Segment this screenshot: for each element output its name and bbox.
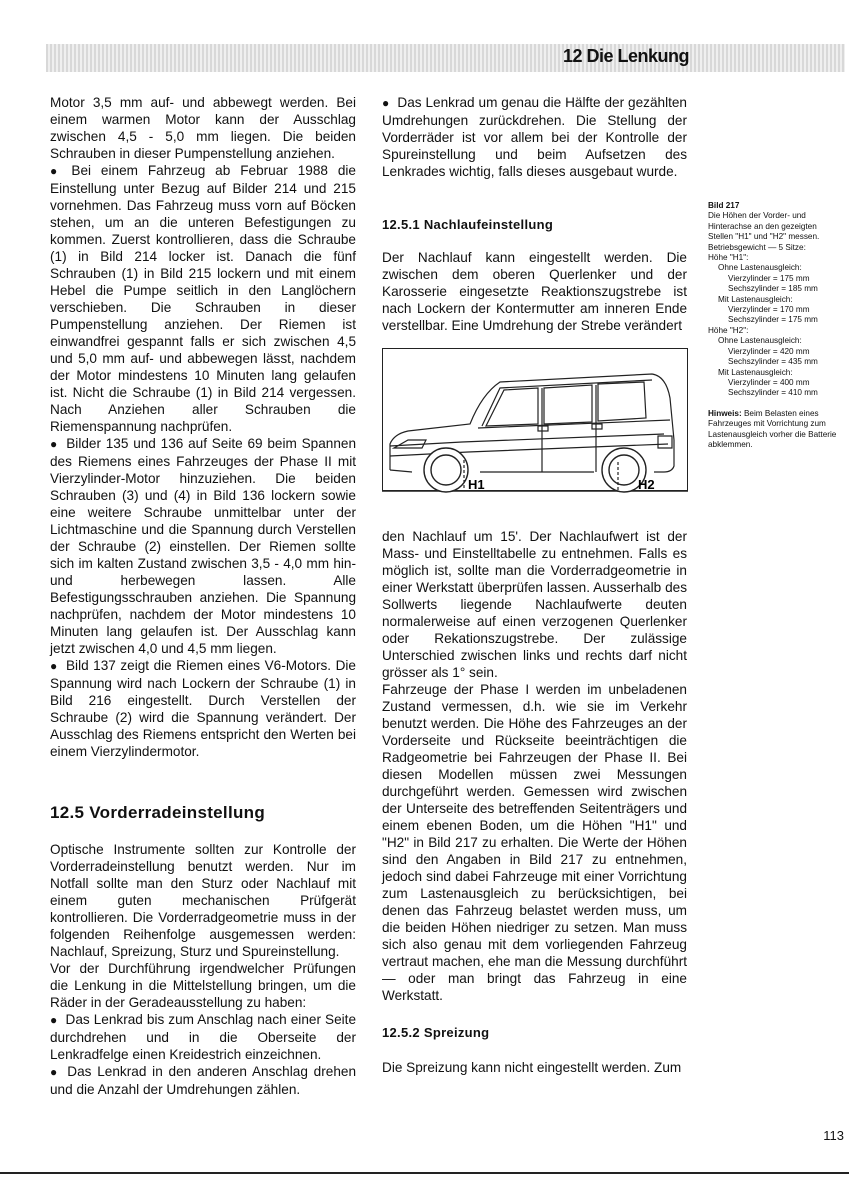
caption-intro: Die Höhen der Vorder- und Hinterachse an den gezeigten Stellen "H1" und "H2" messen. [708,211,820,242]
paragraph: Vor der Durchführung irgendwelcher Prüfungen die Lenkung in die Mittelstellung bringen, um die Räder in der Geradeausstellung zu haben: [50,961,356,1010]
h2-label: H2 [638,477,655,492]
caption-line: Sechszylinder = 175 mm [728,315,818,325]
caption-h1-head: Höhe "H1": [708,253,749,263]
front-hub-icon [431,455,461,485]
paragraph: Optische Instrumente sollten zur Kontrolle der Vorderradeinstellung benutzt werden. Nur im Notfall sollte man den Sturz oder Nachlauf mit einem guten mechanischen Prüfgerät kontrollieren. Die Vorderradgeometrie muss in der folgenden Reihenfolge ausgemessen werden: Nachlauf, Spreizung, Sturz und Spureinstellung. [50,842,356,959]
caption-line: Vierzylinder = 400 mm [728,377,810,387]
page-number: 113 [823,1128,844,1143]
subsection-heading: 12.5.2 Spreizung [382,1025,490,1040]
caption-line: Mit Lastenausgleich: [718,294,793,304]
rear-hub-icon [609,455,639,485]
caption-seats: Betriebsgewicht — 5 Sitze: [708,242,806,252]
caption-hint: Hinweis: Beim Belasten eines Fahrzeuges mit Vorrichtung zum Lastenausgleich vorher die Batterie abklemmen. [708,408,837,449]
caption-line: Vierzylinder = 420 mm [728,346,810,356]
bullet-paragraph: ● Bilder 135 und 136 auf Seite 69 beim Spannen des Riemens eines Fahrzeuges der Phase II mit Vierzylinder-Motor hinzuziehen. Die beiden Schrauben (3) und (4) in Bild 136 lockern sowie eine weitere Schraube unmittelbar unter der Lichtmaschine und die Spannung durch Verstellen der Schraube (2) einstellen. Der Riemen sollte sich im kalten Zustand zwischen 3,5 - 4,0 mm hin- und herbewegen lassen. Alle Befestigungsschrauben anziehen. Die Spannung nachprüfen, nachdem der Motor mindestens 10 Minuten lang gelaufen ist. Der Ausschlag kann jetzt zwischen 4,0 und 4,5 mm liegen. [50,435,356,657]
paragraph: den Nachlauf um 15'. Der Nachlaufwert ist der Mass- und Einstelltabelle zu entnehmen. Falls es möglich ist, sollte man die Vorderradgeometrie in einer Werkstatt überprüfen lassen. Ausserhalb des Sollwerts liegende Nachlaufwerte deuten normalerweise auf einen verzogenen Querlenker oder Rekationszugstrebe. Der zulässige Unterschied zwischen links und rechts darf nicht grösser als 1° sein. [382,529,687,680]
column-right-bottom [382,528,687,1076]
bullet-paragraph: ● Das Lenkrad bis zum Anschlag nach einer Seite durchdrehen und in die Oberseite der Lenkradfelge einen Kreidestrich einzeichnen. [50,1011,356,1063]
bottom-rule [0,1172,849,1174]
header-band [46,44,845,72]
column-left [50,94,356,1098]
caption-line: Sechszylinder = 185 mm [728,284,818,294]
h1-label: H1 [468,477,485,492]
bullet-paragraph: ● Das Lenkrad um genau die Hälfte der gezählten Umdrehungen zurückdrehen. Die Stellung der Vorderräder ist vor allem bei der Kontrolle der Spureinstellung und beim Aufsetzen des Lenkrades wichtig, falls dieses ausgebaut wurde. [382,94,687,180]
vehicle-height-figure [382,348,688,514]
caption-line: Sechszylinder = 435 mm [728,357,818,367]
section-heading: 12.5 Vorderradeinstellung [50,803,266,822]
bullet-paragraph: ● Bild 137 zeigt die Riemen eines V6-Motors. Die Spannung wird nach Lockern der Schraube (1) in Bild 216 eingestellt. Durch Verstellen der Schraube (2) wird die Spannung verändert. Der Ausschlag des Riemens entspricht den Werten bei einem Vierzylindermotor. [50,657,356,760]
chapter-title: 12 Die Lenkung [562,46,689,66]
caption-line: Vierzylinder = 175 mm [728,273,810,283]
caption-line: Ohne Lastenausgleich: [718,336,802,346]
caption-title: Bild 217 [708,201,740,210]
caption-h2-head: Höhe "H2": [708,325,749,335]
caption-line: Mit Lastenausgleich: [718,367,793,377]
paragraph: Der Nachlauf kann eingestellt werden. Die zwischen dem oberen Querlenker und der Karosserie eingesetzte Reaktionszugstrebe ist nach Lockern der Kontermutter am inneren Ende verstellbar. Eine Umdrehung der Strebe verändert [382,250,687,333]
paragraph: Fahrzeuge der Phase I werden im unbeladenen Zustand vermessen, d.h. wie sie im Verkehr benutzt werden. Die Höhe des Fahrzeuges an der Vorderseite und Rückseite beeinträchtigen die Radgeometrie bei Fahrzeugen der Phase II. Bei diesen Modellen müssen zwei Messungen durchgeführt werden. Gemessen wird zwischen der Unterseite des betreffenden Seitenträgers und einem ebenen Boden, um die Höhen "H1" und "H2" in Bild 217 zu erhalten. Die Werte der Höhen sind den Angaben in Bild 217 zu entnehmen, jedoch sind dabei Fahrzeuge mit einer Vorrichtung zum Lastenausgleich zu berücksichtigen, bei denen das Fahrzeug belastet werden muss, um die beiden Höhen niedriger zu setzen. Man muss sich also genau mit dem vorliegenden Fahrzeug vertraut machen, ehe man die Messung durchführt — oder man bringt das Fahrzeug in eine Werkstatt. [382,682,687,1003]
bullet-paragraph: ● Bei einem Fahrzeug ab Februar 1988 die Einstellung unter Bezug auf Bilder 214 und 215 vornehmen. Das Fahrzeug muss vorn auf Böcken stehen, um an die unteren Befestigungen zu kommen. Zuerst kontrollieren, dass die Schraube (1) in Bild 214 locker ist. Danach die fünf Schrauben (1) in Bild 215 lockern und mit einem Hebel die Pumpe seitlich in den Langlöchern verschieben. Die Schrauben in dieser Pumpenstellung anziehen. Der Riemen ist einwandfrei gespannt falls er sich zwischen 4,5 und 5,0 mm auf- und abbewegen lässt, nachdem der Motor mindestens 10 Minuten lang gelaufen ist. Nicht die Schraube (1) in Bild 214 vergessen. Nach Anziehen aller Schrauben die Riemenspannung nachprüfen. [50,162,356,435]
figure-caption [708,201,840,450]
paragraph: Motor 3,5 mm auf- und abbewegt werden. Bei einem warmen Motor kann der Ausschlag zwischen 4,5 - 5,0 mm liegen. Die beiden Schrauben in dieser Pumpenstellung anziehen. [50,95,356,161]
height-markers [464,460,618,490]
caption-line: Vierzylinder = 170 mm [728,305,810,315]
bullet-paragraph: ● Das Lenkrad in den anderen Anschlag drehen und die Anzahl der Umdrehungen zählen. [50,1063,356,1098]
paragraph: Die Spreizung kann nicht eingestellt werden. Zum [382,1060,682,1075]
caption-line: Ohne Lastenausgleich: [718,263,802,273]
subsection-heading: 12.5.1 Nachlaufeinstellung [382,217,554,232]
caption-line: Sechszylinder = 410 mm [728,388,818,398]
column-right-top [382,94,687,334]
